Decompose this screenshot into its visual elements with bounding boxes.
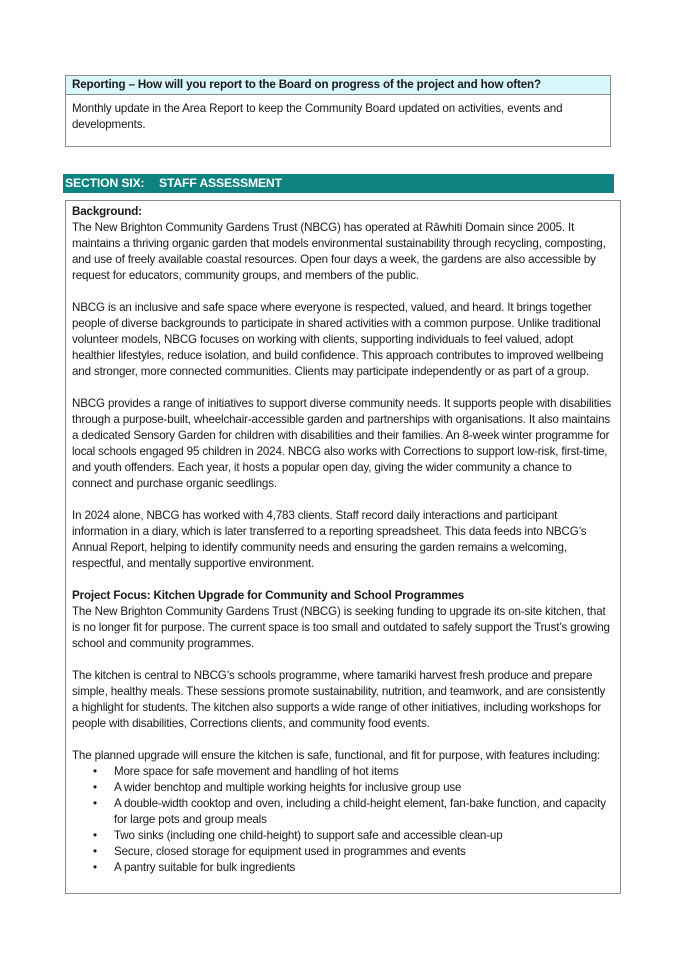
- bullet-icon: •: [93, 829, 97, 842]
- background-heading: Background:: [72, 205, 142, 218]
- list-item: [93, 780, 614, 796]
- bullet-icon: •: [93, 765, 97, 778]
- bullet-icon: •: [93, 781, 97, 794]
- feature-text: A wider benchtop and multiple working heights for inclusive group use: [114, 781, 462, 794]
- section-six-banner: [63, 174, 614, 193]
- project-focus-paragraph-1: The New Brighton Community Gardens Trust (NBCG) is seeking funding to upgrade its on-site kitchen, that is no longer fit for purpose. The current space is too small and outdated to safely support the Trust’s growing school and community programmes.: [72, 605, 610, 650]
- list-item: [93, 764, 614, 780]
- list-item: [93, 844, 614, 860]
- reporting-question: Reporting – How will you report to the Board on progress of the project and how often?: [66, 76, 610, 95]
- project-focus-paragraph-2: The kitchen is central to NBCG’s schools programme, where tamariki harvest fresh produce and prepare simple, healthy meals. These sessions promote sustainability, nutrition, and teamwork, and are consistently a highlight for students. The kitchen also supports a wide range of other initiatives, including workshops for people with disabilities, Corrections clients, and community food events.: [72, 669, 606, 730]
- feature-text: A pantry suitable for bulk ingredients: [114, 861, 296, 874]
- feature-text: A double-width cooktop and oven, including a child-height element, fan-bake function, and capacity for large pots and group meals: [114, 797, 606, 826]
- background-paragraph-1: The New Brighton Community Gardens Trust (NBCG) has operated at Rāwhiti Domain since 2005. It maintains a thriving organic garden that models environmental sustainability through recycling, composting, and use of freely available coastal resources. Open four days a week, the gardens are also accessible by request for educators, community groups, and members of the public.: [72, 221, 606, 282]
- section-label: SECTION SIX:: [65, 176, 145, 190]
- feature-text: Two sinks (including one child-height) to support safe and accessible clean-up: [114, 829, 503, 842]
- background-paragraph-2: NBCG is an inclusive and safe space where everyone is respected, valued, and heard. It brings together people of diverse backgrounds to participate in shared activities with a common purpose. Unlike traditional volunteer models, NBCG focuses on working with clients, supporting individuals to feel valued, adopt healthier lifestyles, reduce isolation, and build confidence. This approach contributes to improved wellbeing and stronger, more connected communities. Clients may participate independently or as part of a group.: [72, 301, 604, 378]
- feature-text: Secure, closed storage for equipment used in programmes and events: [114, 845, 466, 858]
- bullet-icon: •: [93, 845, 97, 858]
- list-item: [93, 860, 614, 876]
- section-title: STAFF ASSESSMENT: [159, 176, 282, 190]
- reporting-answer: Monthly update in the Area Report to keep the Community Board updated on activities, events and developments.: [72, 102, 563, 131]
- bullet-icon: •: [93, 861, 97, 874]
- project-focus-paragraph-3: The planned upgrade will ensure the kitchen is safe, functional, and fit for purpose, with features including:: [72, 749, 601, 762]
- feature-text: More space for safe movement and handling of hot items: [114, 765, 399, 778]
- staff-assessment-box: [65, 200, 621, 894]
- kitchen-features-list: [72, 764, 614, 876]
- project-focus-heading: Project Focus: Kitchen Upgrade for Community and School Programmes: [72, 589, 465, 602]
- background-paragraph-4: In 2024 alone, NBCG has worked with 4,783 clients. Staff record daily interactions and participant information in a diary, which is later transferred to a reporting spreadsheet. This data feeds into NBCG’s Annual Report, helping to identify community needs and ensuring the garden remains a welcoming, respectful, and mentally supportive environment.: [72, 509, 587, 570]
- bullet-icon: •: [93, 797, 97, 810]
- reporting-table: [65, 75, 611, 147]
- list-item: [93, 796, 614, 828]
- list-item: [93, 828, 614, 844]
- background-paragraph-3: NBCG provides a range of initiatives to support diverse community needs. It supports people with disabilities through a purpose-built, wheelchair-accessible garden and partnerships with organisations. It also maintains a dedicated Sensory Garden for children with disabilities and their families. An 8-week winter programme for local schools engaged 95 children in 2024. NBCG also works with Corrections to support low-risk, first-time, and youth offenders. Each year, it hosts a popular open day, giving the wider community a chance to connect and purchase organic seedlings.: [72, 397, 612, 490]
